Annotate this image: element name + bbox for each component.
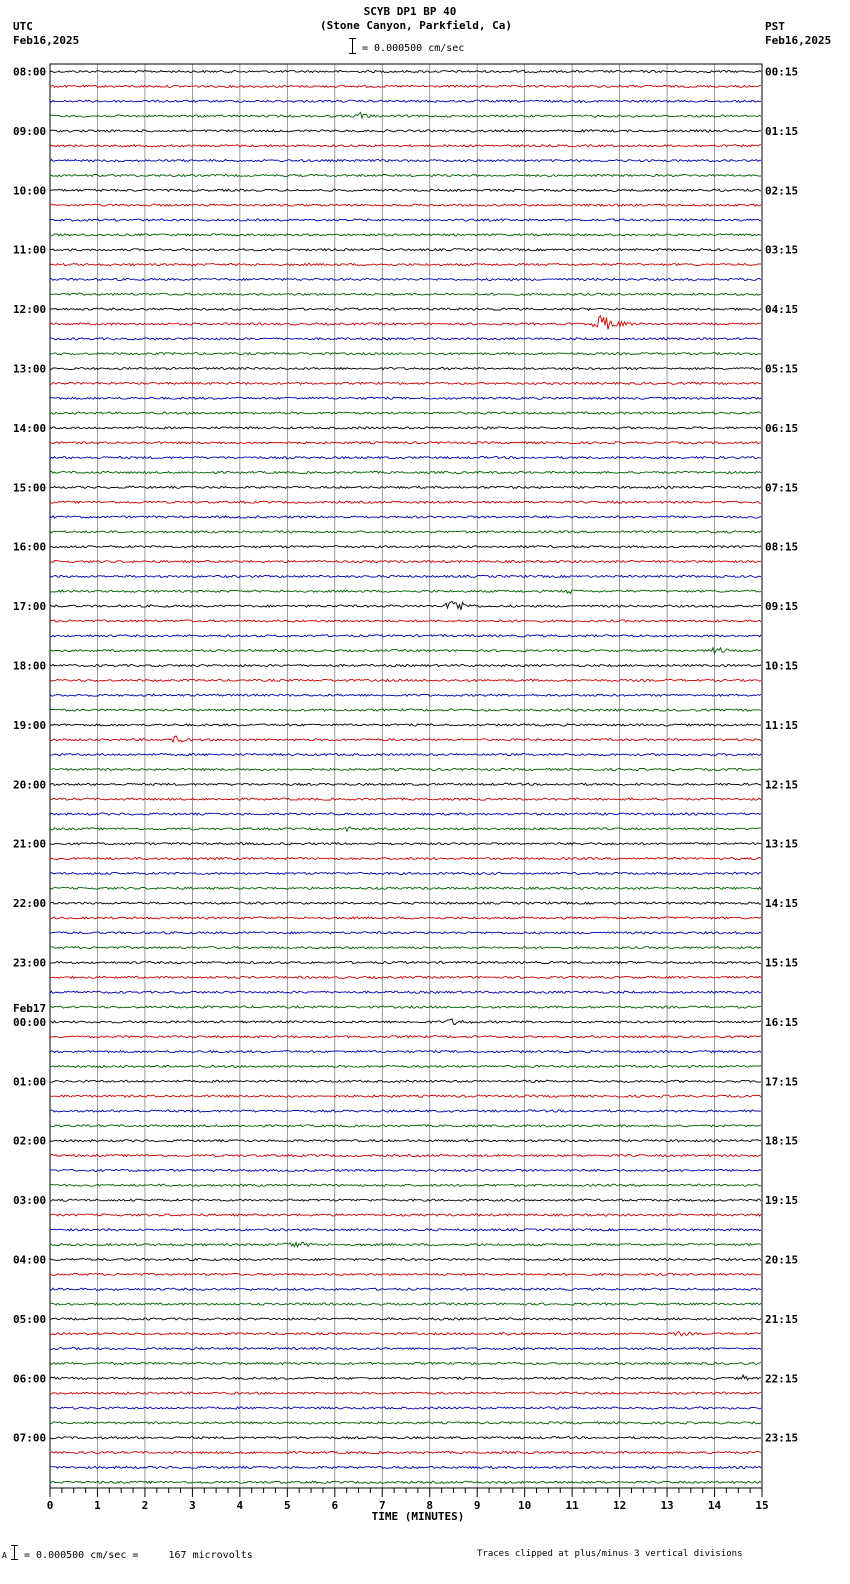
trace-row [50,145,761,147]
trace-row [50,1437,761,1439]
trace-row [50,1065,761,1067]
trace-row [50,367,761,369]
right-hour-label: 18:15 [765,1134,799,1148]
left-hour-label: 01:00 [13,1075,47,1089]
right-timezone: PST [765,20,785,33]
trace-row [50,112,761,118]
left-hour-label: 15:00 [13,481,47,495]
trace-row [50,1019,761,1025]
trace-row [50,620,761,622]
trace-row [50,1199,761,1201]
trace-row [50,736,761,742]
right-hour-label: 06:15 [765,421,799,435]
left-hour-label: 14:00 [13,421,47,435]
right-hour-label: 15:15 [765,956,799,970]
left-hour-label: 13:00 [13,362,47,376]
right-hour-label: 00:15 [765,65,799,79]
right-hour-label: 19:15 [765,1194,799,1208]
trace-row [50,798,761,800]
left-timezone: UTC [13,20,33,33]
x-tick-label: 14 [707,1499,722,1512]
left-hour-label: 05:00 [13,1312,47,1326]
right-hour-label: 17:15 [765,1075,799,1089]
x-tick-label: 5 [284,1499,291,1512]
x-tick-label: 12 [612,1499,627,1512]
right-hour-label: 12:15 [765,778,799,792]
trace-row [50,85,761,87]
x-tick-label: 11 [565,1499,579,1512]
trace-row [50,575,761,577]
trace-row [50,412,761,414]
trace-row [50,486,761,488]
right-hour-label: 08:15 [765,540,799,554]
x-tick-label: 7 [378,1499,386,1512]
trace-row [50,991,761,993]
trace-row [50,234,761,236]
trace-row [50,843,761,845]
trace-row [50,100,761,102]
trace-row [50,471,761,473]
trace-row [50,917,761,919]
left-hour-label: 08:00 [13,65,47,79]
trace-row [50,1155,761,1157]
right-hour-label: 11:15 [765,718,799,732]
left-hour-label: 03:00 [13,1194,47,1208]
trace-row [50,174,761,176]
trace-row [50,219,761,221]
left-hour-label: 12:00 [13,303,47,317]
x-tick-label: 10 [518,1499,532,1512]
trace-row [50,1273,761,1275]
footer-scale-bar-icon [11,1545,18,1560]
trace-row [50,1392,761,1394]
x-tick-label: 6 [331,1499,339,1512]
trace-row [50,382,761,384]
trace-row [50,516,761,518]
right-hour-label: 10:15 [765,659,799,673]
trace-row [50,189,761,191]
trace-row [50,1214,761,1216]
left-hour-label: 22:00 [13,897,47,911]
chart-title: SCYB DP1 BP 40 [363,5,457,18]
x-tick-label: 9 [473,1499,481,1512]
x-tick-label: 3 [189,1499,196,1512]
trace-row [50,932,761,934]
trace-row [50,1095,761,1097]
right-hour-label: 22:15 [765,1372,799,1386]
trace-row [50,664,761,666]
right-hour-label: 16:15 [765,1015,799,1029]
trace-row [50,1303,761,1305]
left-hour-label: 17:00 [13,600,47,614]
right-hour-label: 21:15 [765,1312,799,1326]
trace-row [50,724,761,726]
trace-row [50,1140,761,1142]
left-hour-label: 07:00 [13,1431,47,1445]
trace-row [50,872,761,874]
trace-row [50,316,761,330]
trace-row [50,427,761,429]
footer-marker: A [2,1551,7,1560]
trace-row [50,976,761,978]
x-tick-label: 4 [236,1499,244,1512]
right-hour-label: 23:15 [765,1431,799,1445]
x-tick-label: 2 [141,1499,149,1512]
trace-row [50,601,761,610]
trace-row [50,1036,761,1038]
left-hour-label: 20:00 [13,778,47,792]
trace-row [50,397,761,399]
trace-row [50,1481,761,1483]
right-hour-label: 03:15 [765,243,799,257]
trace-row [50,501,761,503]
trace-row [50,293,761,295]
left-hour-label: 00:00 [13,1015,47,1029]
right-hour-label: 07:15 [765,481,799,495]
trace-row [50,160,761,162]
trace-row [50,249,761,251]
trace-row [50,768,761,770]
trace-row [50,1080,761,1082]
trace-row [50,783,761,785]
left-hour-label: 18:00 [13,659,47,673]
trace-row [50,902,761,904]
left-hour-label: 16:00 [13,540,47,554]
left-hour-label: 02:00 [13,1134,47,1148]
left-hour-label: 21:00 [13,837,47,851]
trace-row [50,1006,761,1008]
trace-row [50,887,761,889]
right-date: Feb16,2025 [765,34,832,47]
left-hour-label: 19:00 [13,718,47,732]
clip-note: Traces clipped at plus/minus 3 vertical divisions [477,1549,743,1559]
trace-row [50,679,761,681]
trace-row [50,1318,761,1320]
trace-row [50,1331,761,1336]
trace-row [50,648,761,654]
right-hour-label: 09:15 [765,600,799,614]
trace-row [50,338,761,340]
trace-row [50,635,761,637]
left-hour-label: 09:00 [13,124,47,138]
trace-row [50,1422,761,1424]
x-tick-label: 0 [46,1499,54,1512]
trace-row [50,130,761,132]
trace-row [50,1407,761,1409]
trace-row [50,813,761,815]
trace-row [50,1242,761,1247]
left-date: Feb16,2025 [13,34,80,47]
trace-row [50,754,761,756]
left-hour-label: 04:00 [13,1253,47,1267]
footer-scale-text: = 0.000500 cm/sec = 167 microvolts [24,1550,253,1561]
day-change-label: Feb17 [13,1001,47,1015]
right-hour-label: 14:15 [765,897,799,911]
left-hour-label: 06:00 [13,1372,47,1386]
trace-row [50,442,761,444]
trace-row [50,546,761,548]
x-tick-label: 15 [755,1499,769,1512]
trace-row [50,1258,761,1260]
trace-row [50,70,761,72]
trace-row [50,278,761,280]
trace-row [50,1110,761,1112]
right-hour-label: 20:15 [765,1253,799,1267]
trace-row [50,1452,761,1454]
trace-row [50,1348,761,1350]
trace-row [50,1184,761,1186]
trace-row [50,858,761,860]
trace-row [50,1229,761,1231]
trace-row [50,961,761,963]
right-hour-label: 02:15 [765,184,799,198]
trace-row [50,204,761,206]
left-hour-label: 11:00 [13,243,47,257]
trace-row [50,531,761,533]
trace-row [50,457,761,459]
trace-row [50,1362,761,1364]
trace-row [50,1375,761,1380]
trace-row [50,1466,761,1468]
x-tick-label: 13 [660,1499,674,1512]
trace-row [50,353,761,355]
trace-row [50,827,761,831]
trace-row [50,709,761,711]
trace-row [50,264,761,266]
trace-row [50,694,761,696]
right-hour-label: 01:15 [765,124,799,138]
trace-row [50,1169,761,1171]
right-hour-label: 05:15 [765,362,799,376]
x-tick-label: 1 [94,1499,101,1512]
trace-row [50,1125,761,1127]
trace-row [50,1288,761,1290]
x-tick-label: 8 [426,1499,434,1512]
trace-row [50,947,761,949]
scale-text: = 0.000500 cm/sec [362,43,465,54]
right-hour-label: 04:15 [765,303,799,317]
right-hour-label: 13:15 [765,837,799,851]
left-hour-label: 10:00 [13,184,47,198]
trace-row [50,590,761,594]
trace-row [50,561,761,563]
chart-subtitle: (Stone Canyon, Parkfield, Ca) [319,19,513,32]
left-hour-label: 23:00 [13,956,47,970]
trace-row [50,1051,761,1053]
trace-row [50,308,761,310]
x-axis-label: TIME (MINUTES) [371,1510,465,1523]
